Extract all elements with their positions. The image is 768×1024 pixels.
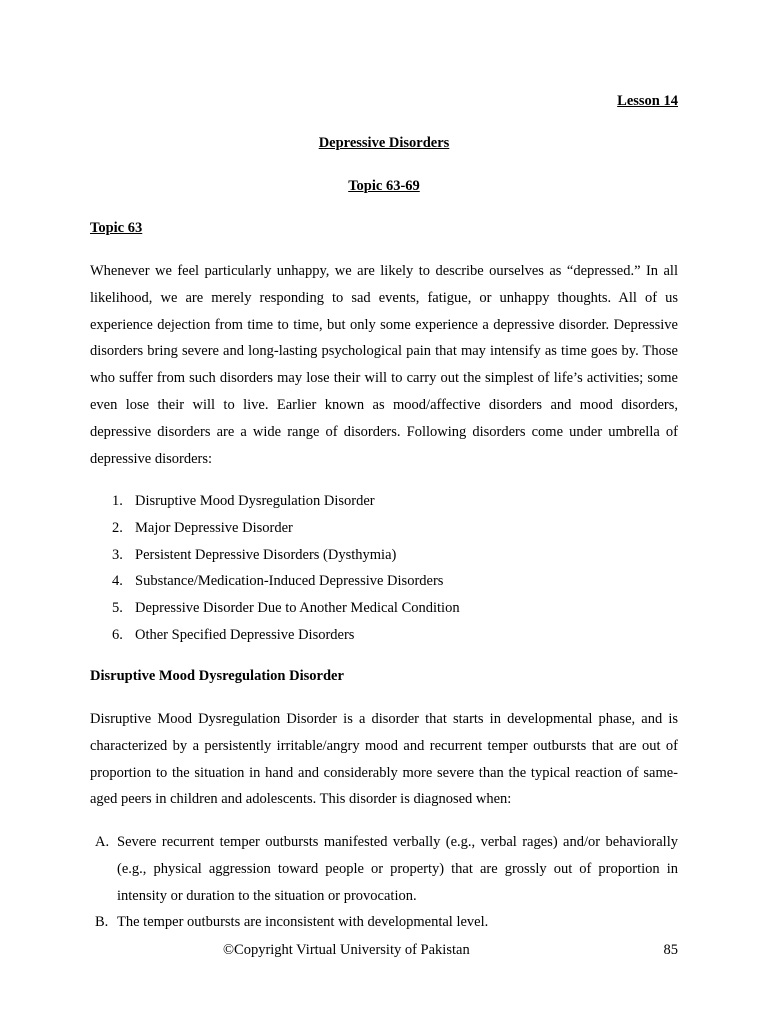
- criteria-letter: A.: [95, 834, 110, 850]
- list-item-text: Other Specified Depressive Disorders: [135, 626, 355, 643]
- intro-paragraph: Whenever we feel particularly unhappy, we are likely to describe ourselves as “depressed.” In all likelihood, we are merely responding to sad events, fatigue, or unhappy thoughts. All of us experience dejection from time to time, but only some experience a depressive disorder. Depressive disorders bring severe and long-lasting psychological pain that may intensify as time goes by. Those who suffer from such disorders may lose their will to carry out the simplest of life’s activities; some even lose their will to live. Earlier known as mood/affective disorders and mood disorders, depressive disorders are a wide range of disorders. Following disorders come under umbrella of depressive disorders:: [90, 263, 678, 467]
- section-subheading: Disruptive Mood Dysregulation Disorder: [90, 668, 344, 684]
- page-footer: [90, 942, 678, 962]
- list-item: [90, 595, 678, 622]
- criteria-text: The temper outbursts are inconsistent with developmental level.: [117, 914, 489, 931]
- list-item-text: Substance/Medication-Induced Depressive Disorders: [135, 573, 444, 590]
- copyright-notice: ©Copyright Virtual University of Pakistan: [223, 942, 470, 958]
- list-item-number: 1.: [112, 493, 123, 509]
- list-item-number: 2.: [112, 519, 123, 536]
- topic-heading: Topic 63: [90, 220, 143, 236]
- criteria-list: [90, 829, 678, 936]
- disorders-list: [90, 488, 678, 649]
- topic-range-title: Topic 63-69: [348, 178, 420, 194]
- list-item-number: 4.: [112, 573, 123, 590]
- lesson-label: Lesson 14: [617, 93, 678, 109]
- list-item: [90, 568, 678, 595]
- list-item-text: Persistent Depressive Disorders (Dysthymia): [135, 546, 397, 563]
- list-item-number: 5.: [112, 600, 123, 617]
- dmdd-paragraph: Disruptive Mood Dysregulation Disorder is a disorder that starts in developmental phase, and is characterized by a persistently irritable/angry mood and recurrent temper outbursts that are out of proportion to the situation in hand and considerably more severe than the typical reaction of same-aged peers in children and adolescents. This disorder is diagnosed when:: [90, 711, 678, 808]
- page-title: Depressive Disorders: [318, 135, 450, 151]
- list-item-number: 6.: [112, 626, 123, 643]
- list-item-number: 3.: [112, 546, 123, 563]
- page-number: 85: [663, 942, 678, 958]
- criteria-item: [90, 909, 678, 936]
- list-item: [90, 622, 678, 649]
- list-item-text: Major Depressive Disorder: [135, 519, 293, 536]
- criteria-letter: B.: [95, 914, 109, 931]
- list-item-text: Depressive Disorder Due to Another Medical Condition: [135, 600, 460, 617]
- list-item: [90, 542, 678, 569]
- list-item-text: Disruptive Mood Dysregulation Disorder: [135, 493, 375, 509]
- criteria-item: [90, 829, 678, 909]
- criteria-text: Severe recurrent temper outbursts manifested verbally (e.g., verbal rages) and/or behaviorally (e.g., physical aggression toward people or property) that are grossly out of proportion in intensity or duration to the situation or provocation.: [117, 834, 678, 904]
- document-page: [90, 0, 678, 1024]
- list-item: [90, 488, 678, 515]
- list-item: [90, 515, 678, 542]
